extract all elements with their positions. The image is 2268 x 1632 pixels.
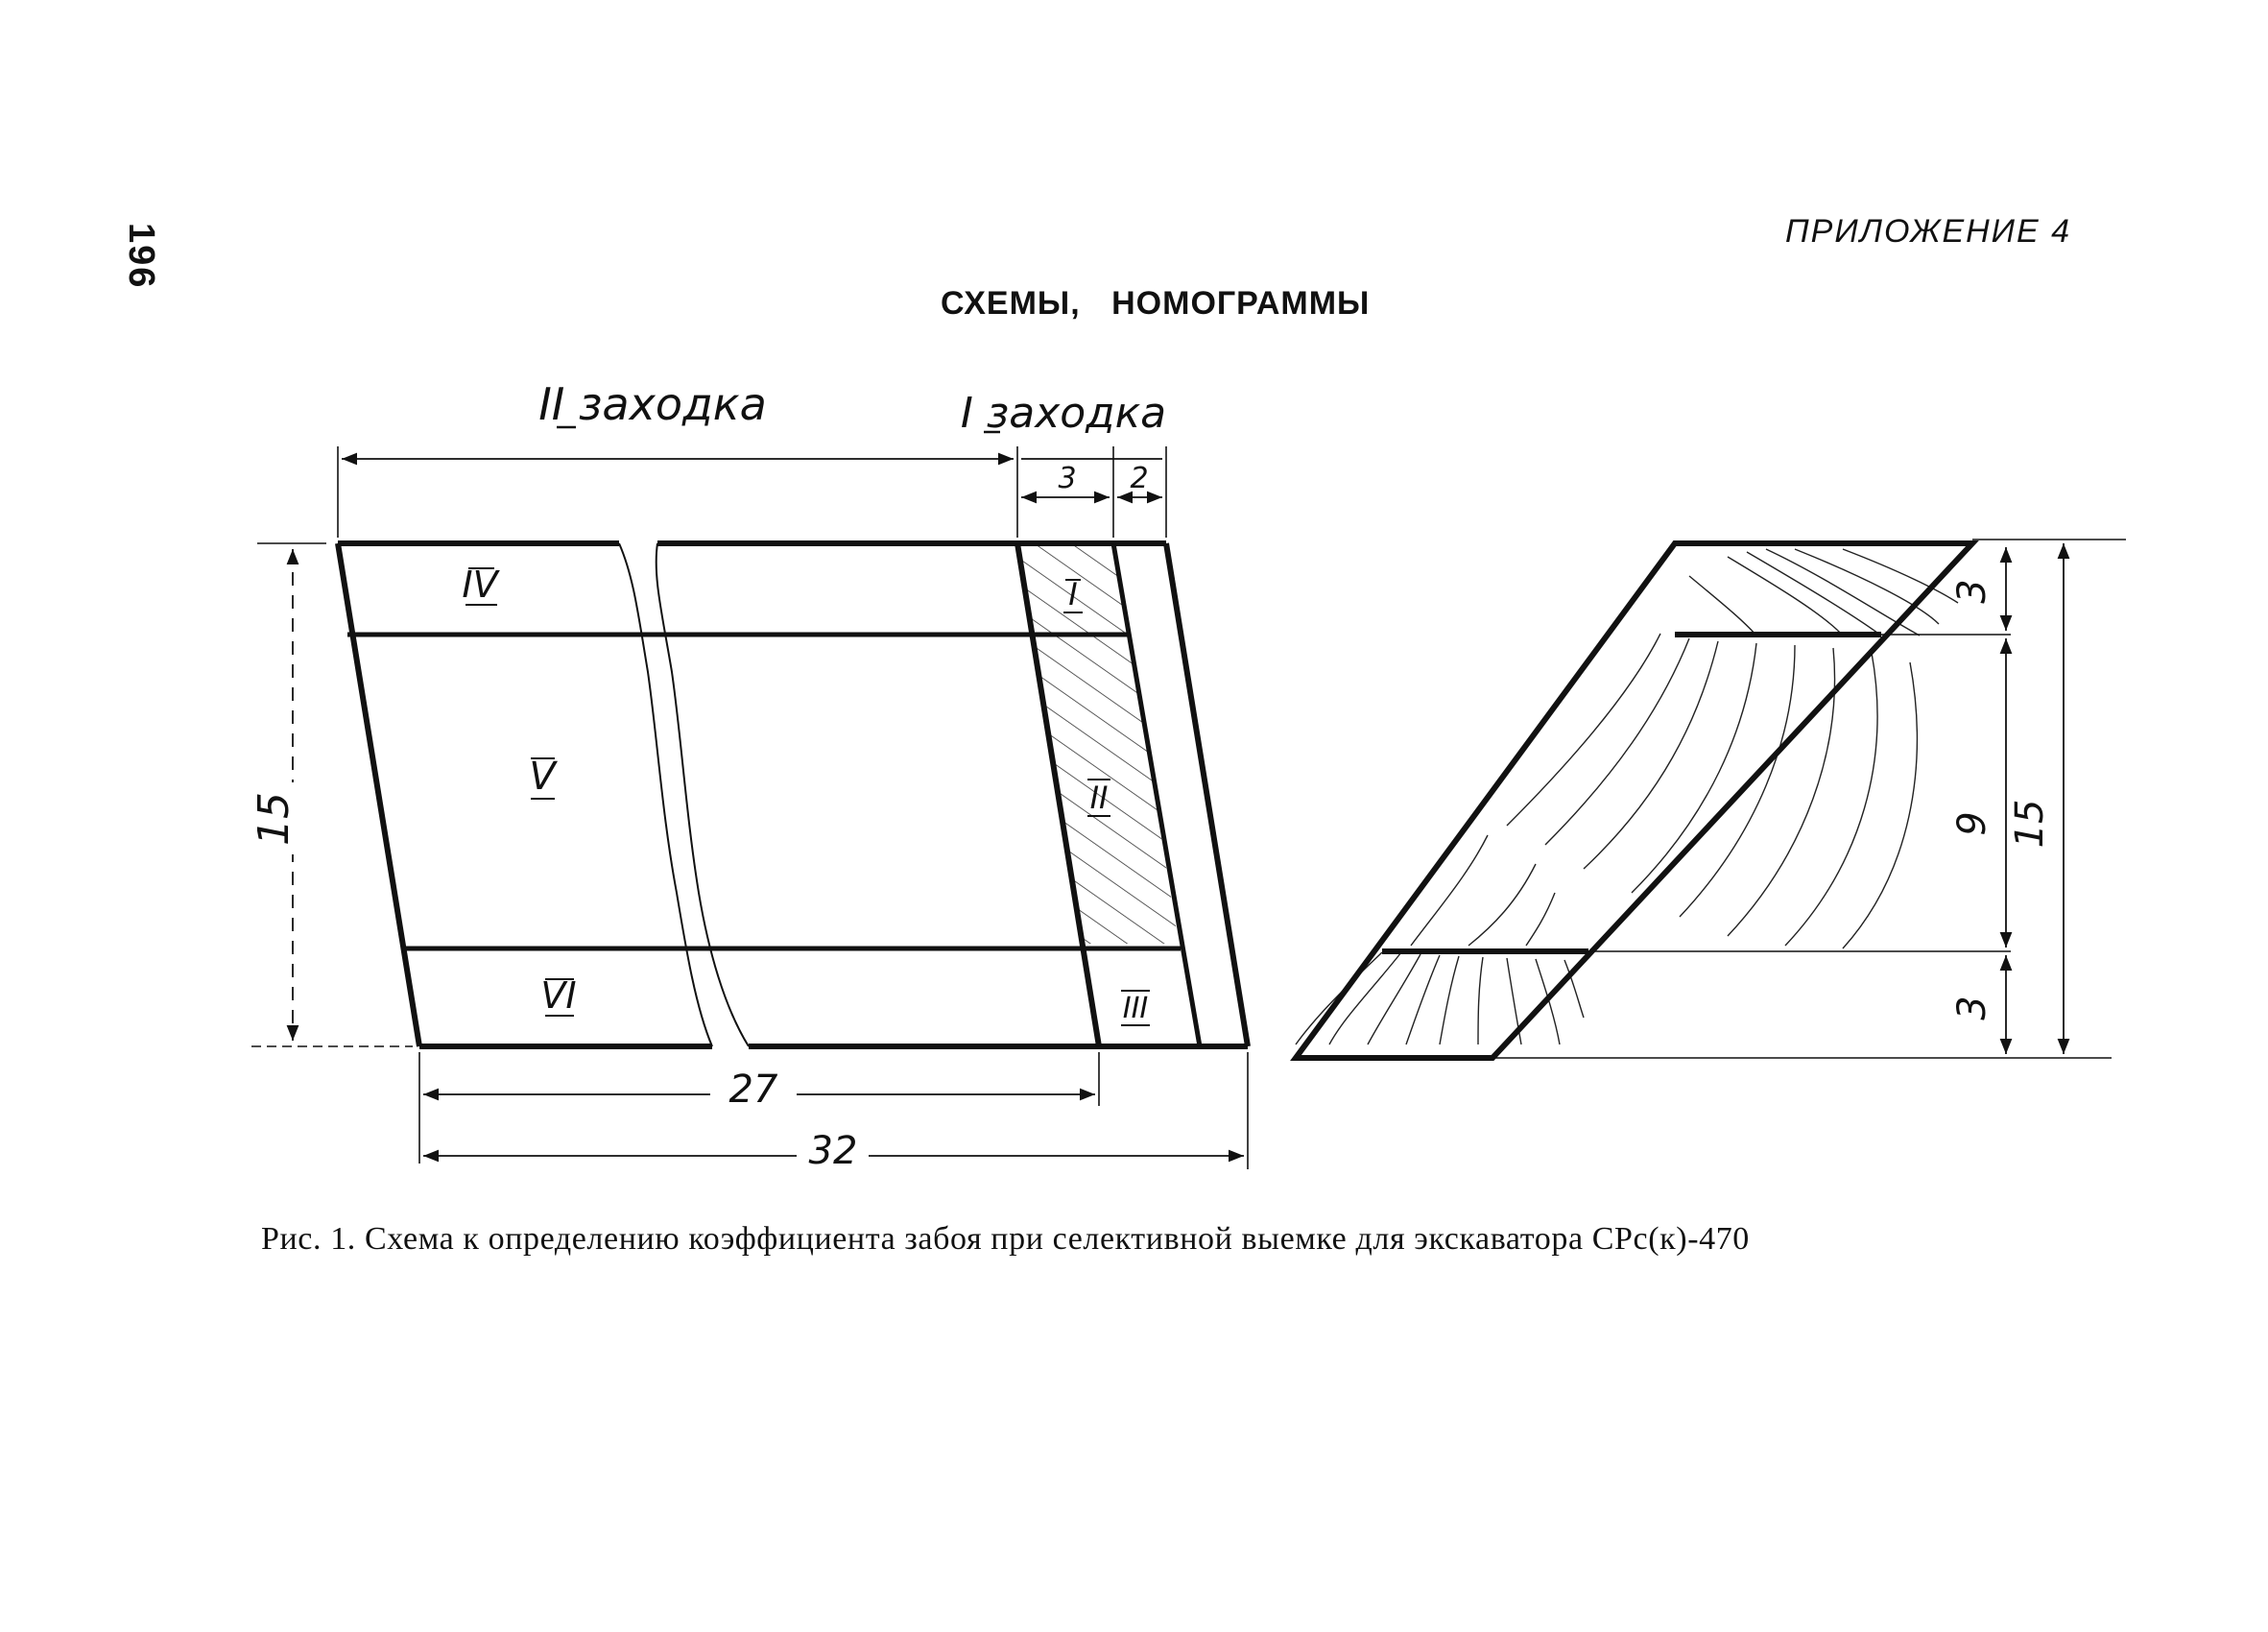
pass-1-label: I заходка (960, 389, 1167, 438)
left-cross-section (250, 378, 1248, 1173)
dim-bottom-27: 27 (728, 1068, 778, 1112)
section-heading: СХЕМЫ, НОМОГРАММЫ (941, 285, 1371, 322)
zone-label-i: I (1068, 576, 1078, 612)
figure-caption: Рис. 1. Схема к определению коэффициента забоя при селективной выемке для экскаватора СРс(к)-470 (261, 1221, 1750, 1257)
zone-label-iii: III (1122, 992, 1149, 1025)
dim-bottom-32: 32 (808, 1129, 858, 1173)
dim-top-3: 3 (1058, 462, 1077, 495)
dim-left-15: 15 (250, 792, 298, 846)
dim-right-3-bottom: 3 (1950, 996, 1994, 1020)
dim-right-9: 9 (1950, 811, 1994, 836)
page-number: 196 (121, 223, 161, 290)
right-trapezoid-outline (1296, 543, 1972, 1058)
zone-i-ii-hatch (1017, 543, 1179, 944)
dim-top-2: 2 (1130, 462, 1149, 495)
zone-label-v: V (529, 755, 556, 799)
pass-2-label: II заходка (538, 378, 767, 430)
right-cross-section (1296, 540, 2126, 1058)
appendix-label: ПРИЛОЖЕНИЕ 4 (1785, 213, 2072, 250)
zone-label-ii: II (1089, 780, 1109, 816)
dim-right-3-top: 3 (1950, 579, 1994, 604)
zone-label-vi: VI (540, 974, 577, 1017)
zone-label-iv: IV (462, 564, 498, 606)
dim-right-15: 15 (2008, 799, 2052, 849)
